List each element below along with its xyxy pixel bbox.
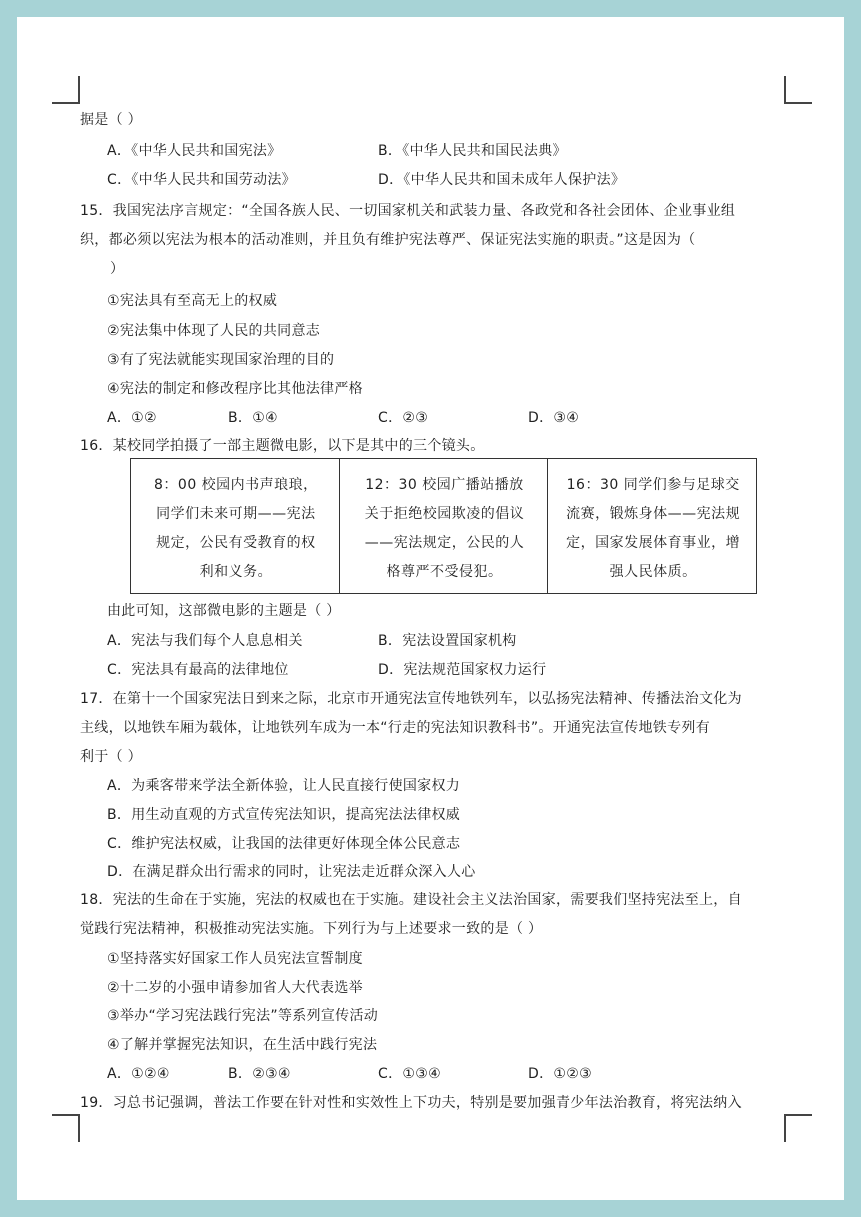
q16-option-a: A．宪法与我们每个人息息相关 bbox=[107, 633, 303, 649]
q17-option-a: A．为乘客带来学法全新体验，让人民直接行使国家权力 bbox=[107, 778, 461, 794]
q15-item-3: ③有了宪法就能实现国家治理的目的 bbox=[107, 352, 335, 368]
q16-scene-3-line-2: 流赛，锻炼身体——宪法规 bbox=[566, 506, 741, 522]
q18-stem-line-2: 觉践行宪法精神，积极推动宪法实施。下列行为与上述要求一致的是（ ） bbox=[80, 921, 543, 937]
q18-item-4: ④了解并掌握宪法知识，在生活中践行宪法 bbox=[107, 1037, 378, 1053]
q17-stem-line-2: 主线，以地铁车厢为载体，让地铁列车成为一本“行走的宪法知识教科书”。开通宪法宣传地铁专列有 bbox=[80, 720, 711, 736]
q14-stem-tail: 据是（ ） bbox=[80, 112, 142, 128]
q15-item-1: ①宪法具有至高无上的权威 bbox=[107, 293, 278, 309]
q16-scene-2 bbox=[339, 459, 548, 593]
q18-stem-line-1: 18．宪法的生命在于实施，宪法的权威也在于实施。建设社会主义法治国家，需要我们坚持宪法至上，自 bbox=[80, 892, 742, 908]
q16-scene-2-line-2: 关于拒绝校园欺凌的倡议 bbox=[364, 506, 525, 522]
q16-scene-2-line-4: 格尊严不受侵犯。 bbox=[386, 564, 503, 580]
q15-stem-line-3: ） bbox=[110, 261, 125, 277]
q16-scene-2-line-3: ——宪法规定，公民的人 bbox=[364, 535, 525, 551]
q15-item-4: ④宪法的制定和修改程序比其他法律严格 bbox=[107, 381, 363, 397]
q15-stem-line-1: 15．我国宪法序言规定：“全国各族人民、一切国家机关和武装力量、各政党和各社会团体、企业事业组 bbox=[80, 203, 736, 219]
q16-scene-3-line-1: 16：30 同学们参与足球交 bbox=[566, 477, 740, 493]
q18-option-d: D．①②③ bbox=[528, 1066, 592, 1082]
q17-option-d: D．在满足群众出行需求的同时，让宪法走近群众深入人心 bbox=[107, 864, 476, 880]
q15-stem-line-2: 织，都必须以宪法为根本的活动准则，并且负有维护宪法尊严、保证宪法实施的职责。”这是因为（ bbox=[80, 232, 696, 248]
q17-option-c: C．维护宪法权威，让我国的法律更好体现全体公民意志 bbox=[107, 836, 461, 852]
q16-option-d: D．宪法规范国家权力运行 bbox=[378, 662, 547, 678]
crop-mark-bottom-left bbox=[52, 1114, 80, 1142]
q16-scene-1-line-1: 8：00 校园内书声琅琅， bbox=[154, 477, 318, 493]
q15-option-a: A．①② bbox=[107, 410, 157, 426]
q16-scene-3-line-3: 定，国家发展体育事业，增 bbox=[566, 535, 741, 551]
q18-option-c: C．①③④ bbox=[378, 1066, 441, 1082]
q16-scene-1 bbox=[131, 459, 339, 593]
q18-item-1: ①坚持落实好国家工作人员宪法宣誓制度 bbox=[107, 951, 363, 967]
q17-stem-line-1: 17．在第十一个国家宪法日到来之际，北京市开通宪法宣传地铁列车，以弘扬宪法精神、传播法治文化为 bbox=[80, 691, 742, 707]
q15-option-b: B．①④ bbox=[228, 410, 278, 426]
q16-question: 由此可知，这部微电影的主题是（ ） bbox=[107, 603, 341, 619]
q17-stem-line-3: 利于（ ） bbox=[80, 749, 142, 765]
q17-option-b: B．用生动直观的方式宣传宪法知识，提高宪法法律权威 bbox=[107, 807, 461, 823]
crop-mark-bottom-right bbox=[784, 1114, 812, 1142]
crop-mark-top-left bbox=[52, 76, 80, 104]
q15-item-2: ②宪法集中体现了人民的共同意志 bbox=[107, 323, 321, 339]
q16-option-b: B．宪法设置国家机构 bbox=[378, 633, 517, 649]
q18-option-a: A．①②④ bbox=[107, 1066, 170, 1082]
q16-scene-3-line-4: 强人民体质。 bbox=[609, 564, 697, 580]
q16-scene-1-line-2: 同学们未来可期——宪法 bbox=[156, 506, 316, 522]
q16-option-c: C．宪法具有最高的法律地位 bbox=[107, 662, 289, 678]
q15-option-d: D．③④ bbox=[528, 410, 580, 426]
q14-option-d: D．《中华人民共和国未成年人保护法》 bbox=[378, 172, 626, 188]
q18-item-2: ②十二岁的小强申请参加省人大代表选举 bbox=[107, 980, 363, 996]
q18-item-3: ③举办“学习宪法践行宪法”等系列宣传活动 bbox=[107, 1008, 379, 1024]
q16-scene-1-line-3: 规定，公民有受教育的权 bbox=[156, 535, 316, 551]
q14-option-b: B．《中华人民共和国民法典》 bbox=[378, 143, 567, 159]
q16-stem-line-1: 16．某校同学拍摄了一部主题微电影，以下是其中的三个镜头。 bbox=[80, 438, 485, 454]
q18-option-b: B．②③④ bbox=[228, 1066, 291, 1082]
crop-mark-top-right bbox=[784, 76, 812, 104]
q14-option-c: C．《中华人民共和国劳动法》 bbox=[107, 172, 296, 188]
q16-scene-3 bbox=[547, 459, 756, 593]
q14-option-a: A．《中华人民共和国宪法》 bbox=[107, 143, 282, 159]
q16-scenes-table bbox=[130, 458, 757, 594]
q19-stem-line-1: 19．习总书记强调，普法工作要在针对性和实效性上下功夫，特别是要加强青少年法治教育，将宪法纳入 bbox=[80, 1095, 742, 1111]
q16-scene-1-line-4: 利和义务。 bbox=[199, 564, 273, 580]
q16-scene-2-line-1: 12：30 校园广播站播放 bbox=[365, 477, 524, 493]
q15-option-c: C．②③ bbox=[378, 410, 429, 426]
